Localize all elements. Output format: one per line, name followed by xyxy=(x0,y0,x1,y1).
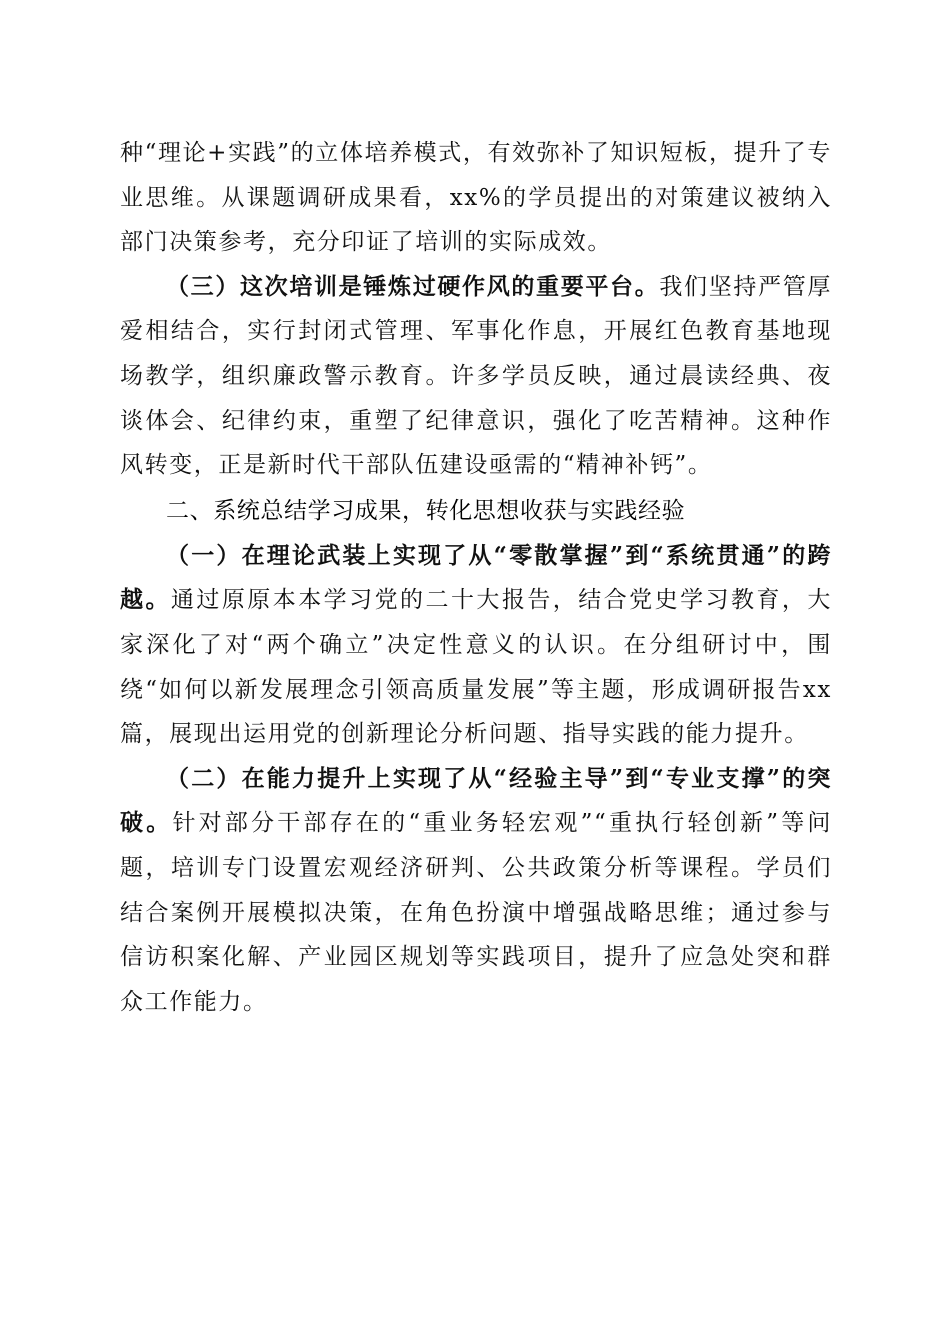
paragraph-text: 种“理论+实践”的立体培养模式，有效弥补了知识短板，提升了专业思维。从课题调研成果看，xx%的学员提出的对策建议被纳入部门决策参考，充分印证了培训的实际成效。 xyxy=(120,140,832,256)
document-body xyxy=(120,131,832,1024)
paragraph-subsection-2 xyxy=(120,757,832,1025)
paragraph-lead: （二）在能力提升上实现了从“经验主导”到“专业支撑”的突破。 xyxy=(120,764,832,837)
paragraph-text: 通过原原本本学习党的二十大报告，结合党史学习教育，大家深化了对“两个确立”决定性意义的认识。在分组研讨中，围绕“如何以新发展理念引领高质量发展”等主题，形成调研报告xx篇，展现出运用党的创新理论分析问题、指导实践的能力提升。 xyxy=(120,587,832,748)
paragraph-lead: （一）在理论武装上实现了从“零散掌握”到“系统贯通”的跨越。 xyxy=(120,541,832,614)
section-heading-2: 二、系统总结学习成果，转化思想收获与实践经验 xyxy=(166,497,686,524)
paragraph-subsection-1 xyxy=(120,534,832,757)
paragraph-section-3 xyxy=(120,265,832,488)
paragraph-text: 针对部分干部存在的“重业务轻宏观”“重执行轻创新”等问题，培训专门设置宏观经济研判、公共政策分析等课程。学员们结合案例开展模拟决策，在角色扮演中增强战略思维；通过参与信访积案化解、产业园区规划等实践项目，提升了应急处突和群众工作能力。 xyxy=(120,810,833,1015)
paragraph-continued xyxy=(120,131,832,265)
paragraph-lead: （三）这次培训是锤炼过硬作风的重要平台。 xyxy=(166,272,660,300)
paragraph-text: 我们坚持严管厚爱相结合，实行封闭式管理、军事化作息，开展红色教育基地现场教学，组织廉政警示教育。许多学员反映，通过晨读经典、夜谈体会、纪律约束，重塑了纪律意识，强化了吃苦精神。这种作风转变，正是新时代干部队伍建设亟需的“精神补钙”。 xyxy=(120,273,833,479)
